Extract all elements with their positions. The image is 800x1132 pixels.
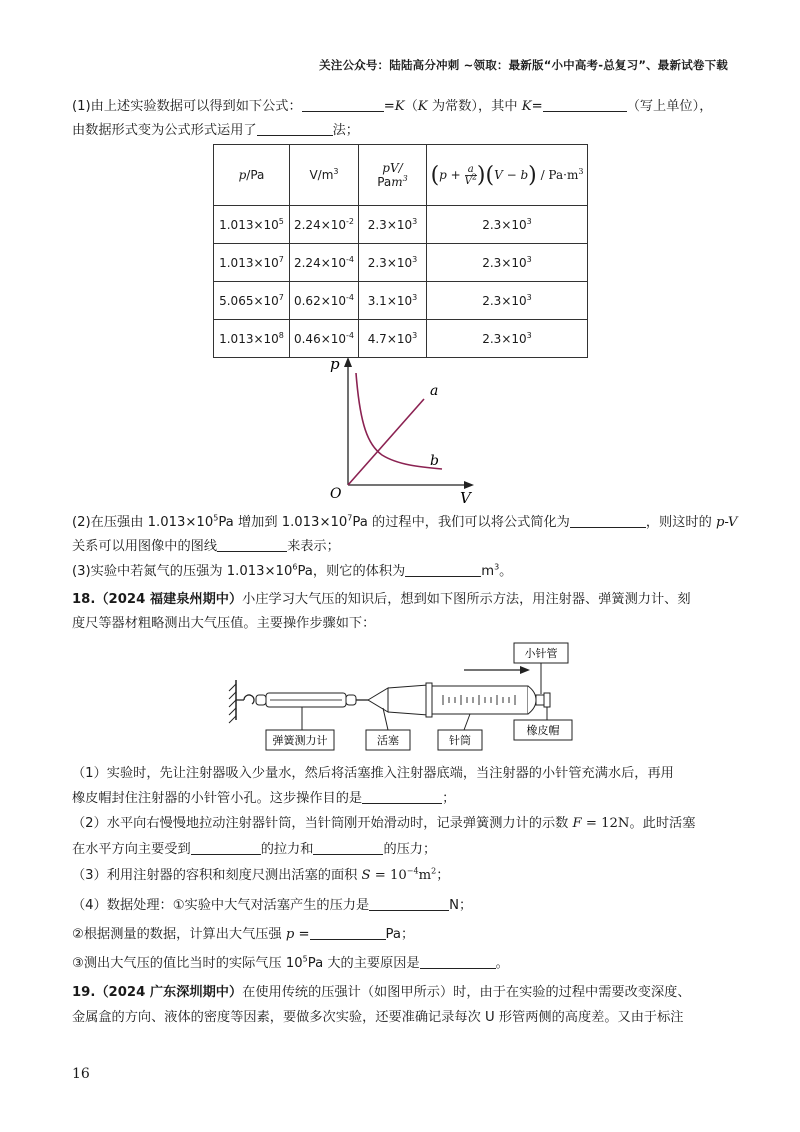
rubber-cap xyxy=(544,693,550,707)
wall-hatching xyxy=(229,684,236,723)
label-rubber-cap: 橡皮帽 xyxy=(526,724,560,737)
answer-blank-volume[interactable] xyxy=(405,562,481,577)
page-number: 16 xyxy=(72,1066,90,1082)
curve-a-label: a xyxy=(430,383,439,399)
table-header-row xyxy=(214,145,588,206)
x-axis-arrow xyxy=(464,481,474,489)
header-p: p/Pa xyxy=(214,145,290,206)
answer-blank-graph-line[interactable] xyxy=(217,537,287,552)
curve-b-label: b xyxy=(430,453,439,469)
label-spring-scale: 弹簧测力计 xyxy=(272,734,328,747)
spring-scale-end xyxy=(256,695,266,705)
answer-blank-purpose[interactable] xyxy=(362,789,442,804)
answer-blank-method[interactable] xyxy=(257,121,333,136)
q18-step2-line2: 在水平方向主要受到 的拉力和 的压力； xyxy=(72,842,437,857)
answer-blank-k-value[interactable] xyxy=(543,97,627,112)
label-needle-tube: 小针管 xyxy=(524,647,558,660)
q18-step1-line1: （1）实验时，先让注射器吸入少量水，然后将活塞推入注射器底端，当注射器的小针管充满水后，再用 xyxy=(72,766,674,781)
table-row: $1.013\times 10^5$ $2.24\times 10^{-2}$ $2.3\times 10^3$ $2.3\times 10^3$ xyxy=(214,206,588,244)
q17-part1-line1: (1)由上述实验数据可以得到如下公式： =K（K 为常数），其中 K= （写上单位）， xyxy=(72,99,713,114)
answer-blank-pressure-source[interactable] xyxy=(313,840,383,855)
q18-step3: （3）利用注射器的容积和刻度尺测出活塞的面积 $S = 10^{-4}m^2$； xyxy=(72,866,450,883)
y-axis-label: p xyxy=(330,355,340,373)
table-row: $1.013\times 10^7$ $2.24\times 10^{-4}$ $2.3\times 10^3$ $2.3\times 10^3$ xyxy=(214,244,588,282)
q18-title-line1: 18.（2024 福建泉州期中）小庄学习大气压的知识后，想到如下图所示方法，用注射器、弹簧测力计、刻 xyxy=(72,592,691,607)
syringe-diagram xyxy=(228,640,588,752)
syringe-barrel xyxy=(432,686,528,714)
q19-line2: 金属盒的方向、液体的密度等因素，要做多次实验，还要准确记录每次 U 形管两侧的高度差。又由于标注 xyxy=(72,1010,684,1025)
answer-blank-force[interactable] xyxy=(369,896,449,911)
q18-step2-line1: （2）水平向右慢慢地拉动注射器针筒，当针筒刚开始滑动时，记录弹簧测力计的示数 F = 12N。此时活塞 xyxy=(72,816,696,831)
label-piston: 活塞 xyxy=(377,734,399,747)
q18-step1-line2: 橡皮帽封住注射器的小针管小孔。这步操作目的是 ； xyxy=(72,791,456,806)
spring-scale-hook-end xyxy=(346,695,356,705)
q17-part2-line1: (2)在压强由 $1.013\times 10^5Pa$ 增加到 $1.013\times 10^7Pa$ 的过程中，我们可以将公式简化为 ，则这时的 p-V xyxy=(72,513,738,530)
q18-title-line2: 度尺等器材粗略测出大气压值。主要操作步骤如下： xyxy=(72,616,376,631)
table-row: $5.065\times 10^7$ $0.62\times 10^{-4}$ $3.1\times 10^3$ $2.3\times 10^3$ xyxy=(214,282,588,320)
x-axis-label: V xyxy=(460,489,471,505)
data-table xyxy=(213,144,588,358)
q17-part2-line2: 关系可以用图像中的图线 来表示； xyxy=(72,539,340,554)
label-barrel: 针筒 xyxy=(449,734,471,747)
pv-graph xyxy=(320,355,490,505)
header-pv: pV/ Pam$^3$ xyxy=(359,145,427,206)
table-row: $1.013\times 10^8$ $0.46\times 10^{-4}$ $4.7\times 10^3$ $2.3\times 10^3$ xyxy=(214,320,588,358)
q18-step5: ②根据测量的数据，计算出大气压强 p = Pa； xyxy=(72,927,415,942)
answer-blank-simplified-formula[interactable] xyxy=(570,513,646,528)
q17-part3: (3)实验中若氮气的压强为 $1.013\times 10^6Pa$，则它的体积为 $m^3$。 xyxy=(72,562,513,579)
curve-a-line xyxy=(348,399,424,485)
barrel-flange xyxy=(426,683,432,717)
hook xyxy=(236,695,254,704)
answer-blank-pressure[interactable] xyxy=(310,925,386,940)
q18-step4: （4）数据处理：①实验中大气对活塞产生的压力是 N； xyxy=(72,898,473,913)
y-axis-arrow xyxy=(344,357,352,367)
answer-blank-reason[interactable] xyxy=(420,954,496,969)
page-header: 关注公众号：陆陆高分冲刺 ~领取：最新版“小中高考-总复习”、最新试卷下载 xyxy=(319,58,728,72)
header-formula: (p + $\frac{a}{V^2}$ )$(V - b) / Pa\cdot m^3$ xyxy=(427,145,588,206)
q18-step6: ③测出大气压的值比当时的实际气压 $10^5Pa$ 大的主要原因是 。 xyxy=(72,954,509,971)
q19-line1: 19.（2024 广东深圳期中）在使用传统的压强计（如图甲所示）时，由于在实验的过程中需要改变深度、 xyxy=(72,985,691,1000)
q17-part1-line2: 由数据形式变为公式形式运用了 法； xyxy=(72,123,359,138)
header-v: $V/m^3$ xyxy=(290,145,359,206)
answer-blank-formula[interactable] xyxy=(302,97,384,112)
answer-blank-pull-source[interactable] xyxy=(191,840,261,855)
piston-cone xyxy=(368,688,388,712)
needle-tube xyxy=(536,695,544,705)
origin-label: O xyxy=(330,486,342,502)
